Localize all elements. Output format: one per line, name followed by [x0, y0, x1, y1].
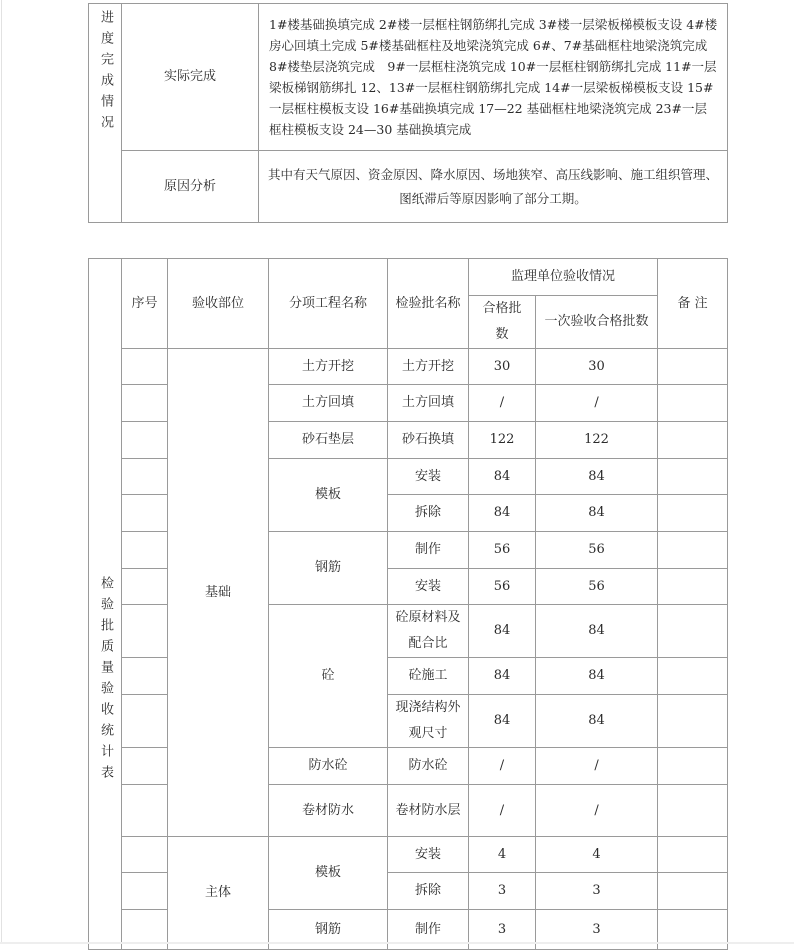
header-part: 验收部位 [168, 259, 269, 349]
first-pass-cell: 84 [536, 658, 658, 695]
remark-cell [658, 837, 728, 873]
remark-cell [658, 495, 728, 532]
batch-cell: 砼施工 [388, 658, 469, 695]
seq-cell [122, 495, 168, 532]
first-pass-cell: 3 [536, 910, 658, 950]
remark-cell [658, 873, 728, 910]
batch-cell: 土方开挖 [388, 349, 469, 385]
progress-table [88, 3, 728, 223]
actual-completion-row [89, 4, 728, 151]
part-cell-foundation: 基础 [168, 349, 269, 837]
qualified-cell: 3 [469, 873, 536, 910]
qualified-cell: / [469, 785, 536, 837]
stats-section-cell [89, 259, 122, 950]
qualified-cell: / [469, 385, 536, 422]
batch-cell: 拆除 [388, 873, 469, 910]
seq-cell [122, 695, 168, 748]
seq-cell [122, 532, 168, 569]
batch-cell: 制作 [388, 532, 469, 569]
batch-cell: 制作 [388, 910, 469, 950]
remark-cell [658, 459, 728, 495]
header-subitem: 分项工程名称 [269, 259, 388, 349]
header-supervision: 监理单位验收情况 [469, 259, 658, 296]
first-pass-cell: 56 [536, 532, 658, 569]
subitem-cell: 砼 [269, 605, 388, 748]
reason-label: 原因分析 [122, 151, 259, 223]
seq-cell [122, 349, 168, 385]
subitem-cell: 土方开挖 [269, 349, 388, 385]
subitem-cell: 土方回填 [269, 385, 388, 422]
first-pass-cell: / [536, 785, 658, 837]
qualified-cell: 4 [469, 837, 536, 873]
first-pass-cell: / [536, 748, 658, 785]
qualified-cell: 122 [469, 422, 536, 459]
table-row [89, 349, 728, 385]
batch-cell: 拆除 [388, 495, 469, 532]
remark-cell [658, 532, 728, 569]
progress-section-cell [89, 4, 122, 223]
header-batch-name: 检验批名称 [388, 259, 469, 349]
qualified-cell: 84 [469, 495, 536, 532]
qualified-cell: 84 [469, 605, 536, 658]
subitem-cell: 卷材防水 [269, 785, 388, 837]
subitem-cell: 模板 [269, 837, 388, 910]
qualified-cell: / [469, 748, 536, 785]
reason-row [89, 151, 728, 223]
part-cell-main-structure: 主体 [168, 837, 269, 950]
qualified-cell: 84 [469, 695, 536, 748]
qualified-cell: 56 [469, 569, 536, 605]
seq-cell [122, 873, 168, 910]
remark-cell [658, 605, 728, 658]
stats-section-label: 检验批质量验收统计表 [98, 576, 113, 786]
table-row [89, 837, 728, 873]
header-remark: 备 注 [658, 259, 728, 349]
qualified-cell: 30 [469, 349, 536, 385]
first-pass-cell: 30 [536, 349, 658, 385]
remark-cell [658, 658, 728, 695]
seq-cell [122, 385, 168, 422]
first-pass-cell: 4 [536, 837, 658, 873]
first-pass-cell: 84 [536, 605, 658, 658]
first-pass-cell: 56 [536, 569, 658, 605]
qualified-cell: 84 [469, 658, 536, 695]
header-seq: 序号 [122, 259, 168, 349]
remark-cell [658, 349, 728, 385]
first-pass-cell: 122 [536, 422, 658, 459]
remark-cell [658, 385, 728, 422]
batch-cell: 安装 [388, 459, 469, 495]
seq-cell [122, 605, 168, 658]
remark-cell [658, 695, 728, 748]
batch-cell: 安装 [388, 569, 469, 605]
subitem-cell: 钢筋 [269, 910, 388, 950]
remark-cell [658, 422, 728, 459]
first-pass-cell: 84 [536, 695, 658, 748]
header-first-pass: 一次验收合格批数 [536, 296, 658, 349]
remark-cell [658, 569, 728, 605]
seq-cell [122, 569, 168, 605]
batch-cell: 砼原材料及配合比 [388, 605, 469, 658]
first-pass-cell: / [536, 385, 658, 422]
batch-cell: 防水砼 [388, 748, 469, 785]
remark-cell [658, 785, 728, 837]
subitem-cell: 防水砼 [269, 748, 388, 785]
first-pass-cell: 84 [536, 459, 658, 495]
actual-completion-label: 实际完成 [122, 4, 259, 151]
seq-cell [122, 748, 168, 785]
actual-completion-text: 1#楼基础换填完成 2#楼一层框柱钢筋绑扎完成 3#楼一层梁板梯模板支设 4#楼房心回填土完成 5#楼基础框柱及地梁浇筑完成 6#、7#基础框柱地梁浇筑完成 8#楼垫层浇筑完成 9#一层框柱浇筑完成 10#一层框柱钢筋绑扎完成 11#一层梁板梯钢筋绑扎 12、13#一层框柱钢筋绑扎完成 14#一层梁板梯模板支设 15#一层框柱模板支设 16#基础换填完成 17—22 基础框柱地梁浇筑完成 23#一层框柱模板支设 24—30 基础换填完成 [259, 4, 728, 151]
batch-cell: 土方回填 [388, 385, 469, 422]
progress-section-label: 进度完成情况 [98, 10, 113, 136]
seq-cell [122, 785, 168, 837]
subitem-cell: 模板 [269, 459, 388, 532]
page-left-edge [1, 0, 2, 944]
header-qualified: 合格批数 [469, 296, 536, 349]
qualified-cell: 84 [469, 459, 536, 495]
batch-cell: 卷材防水层 [388, 785, 469, 837]
seq-cell [122, 658, 168, 695]
seq-cell [122, 459, 168, 495]
seq-cell [122, 837, 168, 873]
subitem-cell: 钢筋 [269, 532, 388, 605]
subitem-cell: 砂石垫层 [269, 422, 388, 459]
inspection-stats-table [88, 258, 728, 950]
qualified-cell: 56 [469, 532, 536, 569]
first-pass-cell: 84 [536, 495, 658, 532]
batch-cell: 安装 [388, 837, 469, 873]
batch-cell: 砂石换填 [388, 422, 469, 459]
batch-cell: 现浇结构外观尺寸 [388, 695, 469, 748]
remark-cell [658, 748, 728, 785]
first-pass-cell: 3 [536, 873, 658, 910]
reason-text: 其中有天气原因、资金原因、降水原因、场地狭窄、高压线影响、施工组织管理、图纸滞后等原因影响了部分工期。 [259, 151, 728, 223]
header-row-1 [89, 259, 728, 296]
qualified-cell: 3 [469, 910, 536, 950]
seq-cell [122, 422, 168, 459]
